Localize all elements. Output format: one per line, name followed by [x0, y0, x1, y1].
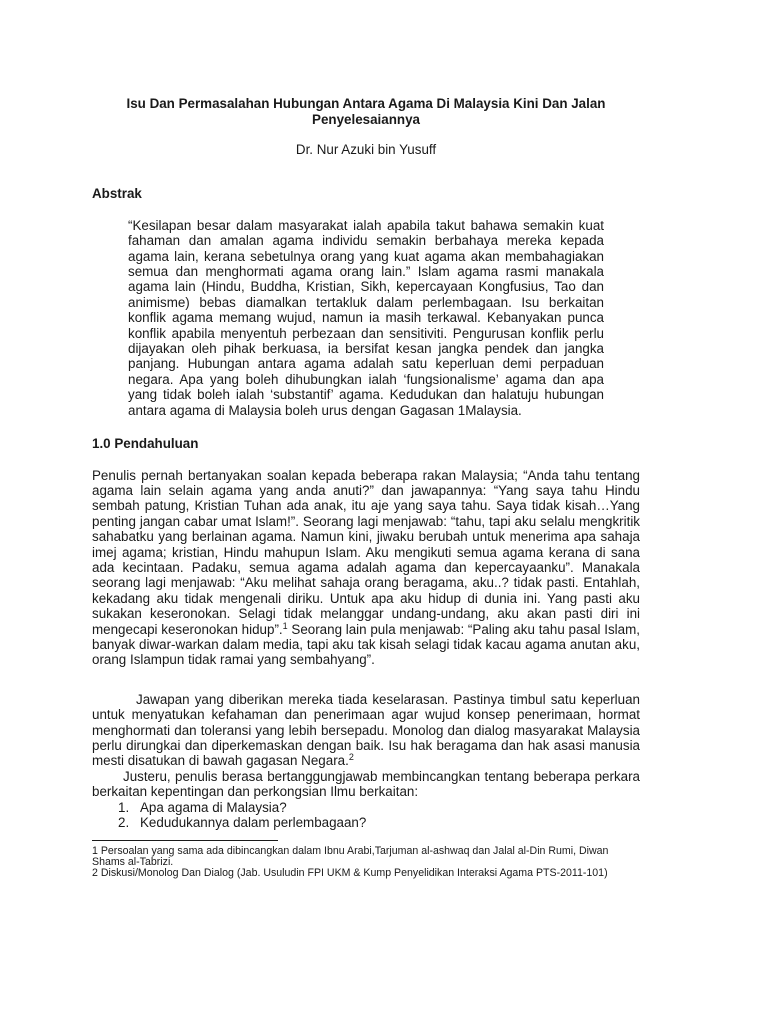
footnote-ref-1: 1	[282, 620, 288, 631]
list-item-text: Apa agama di Malaysia?	[140, 799, 287, 815]
paragraph-2	[92, 692, 640, 769]
question-list	[92, 800, 640, 831]
document-page	[92, 96, 640, 879]
abstract-text: “Kesilapan besar dalam masyarakat ialah apabila takut bahawa semakin kuat fahaman dan amalan agama individu semakin berbahaya mereka kepada agama lain, kerana sebetulnya orang yang kuat agama akan membahagiakan semua dan menghormati agama orang lain.” Islam agama rasmi manakala agama lain (Hindu, Buddha, Kristian, Sikh, kepercayaan Kongfusius, Tao dan animisme) bebas diamalkan tertakluk dalam perlembagaan. Isu berkaitan konflik agama memang wujud, namun ia masih terkawal. Kebanyakan punca konflik apabila menyentuh perbezaan dan sensitiviti. Pengurusan konflik perlu dijayakan oleh pihak berkuasa, ia bersifat kesan jangka pendek dan jangka panjang. Hubungan antara agama adalah satu keperluan demi perpaduan negara. Apa yang boleh dihubungkan ialah ‘fungsionalisme’ agama dan apa yang tidak boleh ialah ‘substantif’ agama. Kedudukan dan halatuju hubungan antara agama di Malaysia boleh urus dengan Gagasan 1Malaysia.	[128, 217, 604, 418]
list-item-text: Kedudukannya dalam perlembagaan?	[140, 815, 367, 831]
abstract-heading: Abstrak	[92, 186, 142, 202]
footnote-ref-2: 2	[348, 752, 354, 763]
paragraph-1-tail: Seorang lain pula menjawab: “Paling aku tahu pasal Islam, banyak diwar-warkan dalam media, tapi aku tak kisah selagi tidak kacau agama anutan aku, orang Islampun tidak ramai yang sembahyang”.	[92, 621, 640, 668]
paragraph-2-text: Jawapan yang diberikan mereka tiada keselarasan. Pastinya timbul satu keperluan untuk menyatukan kefahaman dan penerimaan agar wujud konsep penerimaan, hormat menghormati dan toleransi yang lebih bersepadu. Monolog dan dialog masyarakat Malaysia perlu dirungkai dan diperkemaskan dengan baik. Isu hak beragama dan hak asasi manusia mesti disatukan di bawah gagasan Negara.	[92, 691, 640, 769]
footnote-2: 2 Diskusi/Monolog Dan Dialog (Jab. Usuludin FPI UKM & Kump Penyelidikan Interaksi Agama PTS-2011-101)	[92, 867, 608, 880]
footnote-1: 1 Persoalan yang sama ada dibincangkan dalam Ibnu Arabi,Tarjuman al-ashwaq dan Jalal al-Din Rumi, Diwan Shams al-Tabrizi.	[92, 845, 609, 869]
paragraph-3: Justeru, penulis berasa bertanggungjawab membincangkan tentang beberapa perkara berkaitan kepentingan dan perkongsian Ilmu berkaitan:	[92, 768, 640, 800]
paragraph-1-text: Penulis pernah bertanyakan soalan kepada beberapa rakan Malaysia; “Anda tahu tentang agama lain selain agama yang anda anuti?” dan jawapannya: “Yang saya tahu Hindu sembah patung, Kristian Tuhan ada anak, itu aje yang saya tahu. Saya tidak kisah…Yang penting jangan cabar umat Islam!”. Seorang lagi menjawab: “tahu, tapi aku selalu mengkritik sahabatku yang berlainan agama. Namun kini, jiwaku berubah untuk menerima apa sahaja imej agama; kristian, Hindu mahupun Islam. Aku mengikuti semua agama kerana di sana ada kecintaan. Padaku, semua agama adalah agama dan kepercayaanku”. Manakala seorang lagi menjawab: “Aku melihat sahaja orang beragama, aku..? tidak pasti. Entahlah, kekadang aku tidak mengenali diriku. Untuk apa aku hidup di dunia ini. Yang pasti aku sukakan keseronokan. Selagi tidak melanggar undang-undang, aku akan pasti diri ini mengecapi keseronokan hidup”.	[92, 467, 640, 637]
footnotes	[92, 846, 640, 879]
footnote-divider	[92, 840, 278, 841]
list-item	[118, 800, 640, 815]
list-item-number: 2.	[118, 815, 130, 831]
document-title: Isu Dan Permasalahan Hubungan Antara Agama Di Malaysia Kini Dan Jalan Penyelesaiannya	[126, 96, 606, 127]
list-item-number: 1.	[118, 799, 130, 815]
paragraph-1	[92, 468, 640, 668]
section-heading: 1.0 Pendahuluan	[92, 436, 199, 452]
author-name: Dr. Nur Azuki bin Yusuff	[295, 142, 437, 157]
list-item	[118, 815, 640, 830]
